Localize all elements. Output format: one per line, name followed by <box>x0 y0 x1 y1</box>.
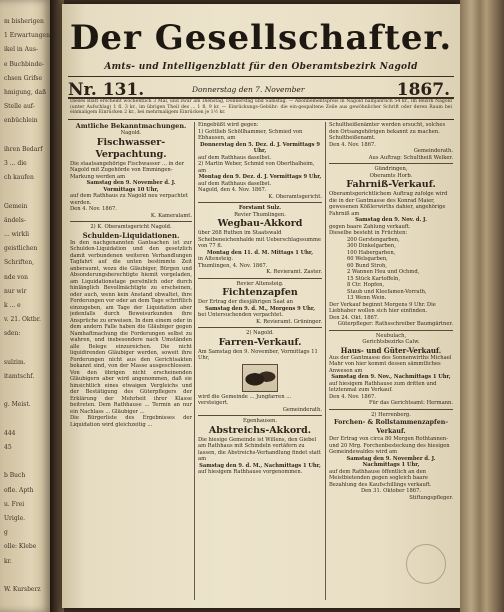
article-text: Die Bürgerliste des Ergebnisses der Liquidation wird gleichzeitig ... <box>70 415 192 428</box>
article-text: Aus der Gantmasse des Sonnenwirths Michael Mahr von hier kommt dessen sämmtliches Anwesen am <box>329 354 452 374</box>
article-text: auf dem Rathhaus zu Nagold neu verpachtet werden. <box>70 193 188 206</box>
headline-forchen: Forchen- & Rollstammenzapfen-Verkauf. <box>334 419 448 435</box>
subscription-notice: Dieses Blatt erscheint wöchentlich 3 Mal, und zwar am Dienstag, Donnerstag und Samstag. — Abonnementspreis in Nagold halbjährlich 54 kr., im Bezirk Nagold (unter Aufschlag) 1 fl. 3 kr., im übrigen Theil des ... 1 fl. 9 kr. — Einrückungs-Gebühr: die ein-gespaltene Zeile aus gewöhnlicher Schrift oder deren Raum bei einmaligem Einrücken 2 kr., bei mehrmaligem Einrücken je 1½ kr. <box>70 99 452 116</box>
article-signature: Aus Auftrag: Schultheiß Welker. <box>368 154 453 161</box>
headline-schulden: Schulden-Liquidationen. <box>82 230 180 240</box>
article-signature-date: Thumlingen, 4. Nov. 1867. <box>198 262 268 269</box>
headline-fahrnis: Fahrniß-Verkauf. <box>346 179 436 190</box>
issue-date: Donnerstag den 7. November <box>192 85 305 94</box>
left-page-text-fragment: sden: <box>4 330 21 338</box>
left-page-text-fragment: ch kaufen <box>4 174 34 182</box>
left-page-text-fragment: nde von <box>4 273 29 281</box>
article-text: auf dem Rathhause öffentlich an den Meistbietenden gegen sogleich baare Bezahlung des Kaufschillings verkauft. <box>329 468 432 488</box>
place-label: Nagold. <box>120 130 142 136</box>
left-page-text-fragment: geistlichen <box>4 245 38 253</box>
list-item: 8 Ctr. Hopfen, <box>347 282 385 288</box>
article-signature: Gemeinderath. <box>282 406 322 413</box>
newspaper-page <box>62 4 460 608</box>
issue-number: Nr. 131. <box>68 80 145 100</box>
column-1 <box>70 122 192 602</box>
left-page-text-fragment: 3 ... die <box>4 160 27 167</box>
left-page-text-fragment: Schriften, <box>4 259 35 267</box>
article-text: über 268 Ruthen im Staatswald Scheibeneichenhalde mit Ueberschlagssumme von 77 fl. <box>198 230 321 249</box>
place-sublabel: Oberamts Horb. <box>369 172 413 179</box>
divider <box>198 415 322 416</box>
article-text: wird die Gemeinde ... Jungfarren ... versteigert. <box>198 393 292 406</box>
left-page-text-fragment: ändels- <box>4 216 26 224</box>
article-text: Der Ertrag der diesjährigen Saat an <box>198 299 293 305</box>
list-item: 100 Habergarben, <box>347 249 396 256</box>
article-text: Schultheißenämter werden ersucht, solches den Ortsangehörigen bekannt zu machen. Schultheißenamt. <box>329 122 446 141</box>
divider <box>329 330 453 331</box>
article-signature: K. Revieramt. Grüninger. <box>256 318 322 325</box>
left-page-text-fragment: v. 21. Oktbr. <box>4 316 41 324</box>
left-page-text-fragment: sulzim. <box>4 358 26 366</box>
left-page-text-fragment: g. Meist. <box>4 401 31 409</box>
rule-top <box>68 76 454 77</box>
left-page-text-fragment: u. Frei <box>4 500 25 508</box>
left-page-text-fragment: hmigung, daß <box>4 89 47 96</box>
divider <box>329 409 453 410</box>
left-page-text-fragment: k ... e <box>4 302 21 309</box>
article-date: Samstag den 9. Nov., Nachmittags 1 Uhr, <box>331 374 451 380</box>
issue-year: 1867. <box>396 80 450 100</box>
article-text: Der Ertrag von circa 80 Morgen Rothtannen- und 20 Mrg. Forchenbesteckung des hiesigen Gemeindewaldes wird am <box>329 436 450 455</box>
left-page-text-fragment: Urigle. <box>4 515 26 522</box>
article-signature-date: Den 4. Nov. 1867. <box>329 393 376 400</box>
left-page-text-fragment: Stelle auf- <box>4 103 35 111</box>
list-item: Montag den 9. Dez. d. J. Vormittags 9 Uhr, <box>198 174 322 180</box>
article-text: auf hiesigem Rathhause vorgenommen. <box>198 469 303 475</box>
article-date: Samstag den 9. November d. J. Nachmittags 1 Uhr, <box>346 455 436 468</box>
list-item: auf dem Rathhaus daselbst. <box>198 154 272 161</box>
left-page-text-fragment: 1 Erwartungen <box>4 32 50 40</box>
article-text: Die staatsangehörige Fischwasser ... in der Nagold mit Zugehörde von Emmingen-Markung werden am <box>70 160 185 180</box>
article-date: Samstag den 9. November d. J. Vormittags 10 Uhr, <box>86 180 176 193</box>
left-page-text-fragment: itamtschf. <box>4 373 35 380</box>
list-item: 13 Wenn Wein. <box>347 295 387 301</box>
list-item: 1) Gottlieb Schöllhammer, Schmied von Ebhausen, am <box>198 128 303 141</box>
column-3 <box>329 122 453 602</box>
article-signature-date: Den 4. Nov. 1867. <box>329 141 376 148</box>
article-signature-date: Den 4. Nov. 1867. <box>70 206 117 212</box>
headline-fichtenzapfen: Fichtenzapfen <box>222 287 298 298</box>
article-text: Die hiesige Gemeinde ist Willens, den Giebel am Rathhaus mit Schindeln vertäfern zu lassen, die Abstreichs-Verhandlung findet statt am <box>198 436 321 462</box>
article-text: auf hiesigem Rathhause zum dritten und letztenmal zum Verkauf. <box>329 380 437 393</box>
left-page-text-fragment: 45 <box>4 444 12 451</box>
headline-farren: Farren-Verkauf. <box>218 336 302 348</box>
rule-below-notice <box>68 119 454 120</box>
article-text: bei Untersuchenden verpachtet. <box>198 312 284 318</box>
list-item: 15 Stück Kartoffeln, <box>347 275 400 282</box>
article-signature: Gemeinderath. <box>413 148 453 154</box>
article-signature-date: Den 31. Oktober 1867. <box>360 488 422 494</box>
list-item: auf dem Rathhaus daselbst. <box>198 180 272 187</box>
masthead-title: Der Gesellschafter. <box>69 18 453 58</box>
left-page-text-fragment: ofle. Apth <box>4 486 34 494</box>
list-item: 300 Dinkelgarben, <box>347 243 396 249</box>
left-page-text-fragment: b Buch <box>4 472 26 480</box>
left-page-text-fragment: W. Kursberz <box>4 586 41 593</box>
article-signature: Stiftungspfleger. <box>409 494 453 501</box>
place-sublabel: Revier Thumlingen. <box>234 211 286 218</box>
place-sublabel: Gerichtsbezirks Calw. <box>362 339 420 345</box>
bull-woodcut-image <box>242 364 278 392</box>
list-item: 2 Wannen Heu und Ochmd, <box>347 269 420 275</box>
article-text: Oberamtsgerichtlichem Auftrag zufolge wird die in der Gantmasse des Konrad Maier, gewesenen Kößlerwirths dahier, angehörige Fahrniß am <box>329 191 448 217</box>
article-signature: Für das Gerichtsamt: Hermann. <box>368 400 453 406</box>
left-page-text-fragment: kr. <box>4 557 12 565</box>
article-date: Samstag den 9. d. M., Morgens 9 Uhr, <box>204 305 316 312</box>
list-item: gegen baare Zahlung verkauft. <box>329 223 411 230</box>
divider <box>198 202 322 203</box>
headline-fischwasser: Fischwasser-Verpachtung. <box>95 136 167 160</box>
place-label: Egenhausen. <box>242 418 277 424</box>
divider <box>329 163 453 164</box>
left-page-text-fragment: ihren Bedarf <box>4 145 43 153</box>
left-page-text-fragment: Gemein <box>4 202 28 210</box>
list-item: Staub und Kleefamen-Vorrath, <box>347 288 427 295</box>
article-signature: K. Kameralamt. <box>150 212 192 219</box>
left-page-text-fragment: nur wir <box>4 287 27 295</box>
place-label: Neubulach, <box>375 332 407 339</box>
book-page-edges <box>460 0 504 612</box>
list-item: 200 Gerstengarben, <box>347 236 400 243</box>
list-item: Donnerstag den 5. Dez. d. J. Vormittags 9 Uhr, <box>200 141 320 154</box>
headline-abstreich: Abstreichs-Akkord. <box>208 424 312 436</box>
list-item: Eingebüßt wird gegen: <box>198 122 259 128</box>
article-text: in Altensteig. <box>198 256 233 262</box>
place-label: 2) Herrenberg. <box>371 411 411 418</box>
article-text: Der Verkauf beginnt Morgens 9 Uhr. Die Liebhaber wollen sich hier einfinden. <box>329 301 436 314</box>
section-heading: Amtliche Bekanntmachungen. <box>75 122 187 130</box>
left-page-text-fragment: g <box>4 529 8 537</box>
place-label: Forstamt Sulz. <box>238 205 282 211</box>
place-label: Revier Altensteig. <box>236 280 284 287</box>
article-text: Am Samstag den 9. November, Vormittags 11 Uhr, <box>198 348 318 361</box>
article-signature-date: Den 24. Okt. 1867. <box>329 314 379 321</box>
left-page-text-fragment: olle: Klebe <box>4 543 37 551</box>
divider <box>198 278 322 279</box>
list-item: Dieselbe besteht in Früchten: <box>329 230 408 236</box>
list-item: 60 Welsgarben, <box>347 256 388 262</box>
masthead-subtitle: Amts- und Intelligenzblatt für den Oberamtsbezirk Nagold <box>104 62 418 72</box>
left-page-text-fragment: ikel in Aus- <box>4 46 38 54</box>
list-item: Nagold, den 4. Nov. 1867. <box>198 187 267 193</box>
left-page-text-fragment: 444 <box>4 429 16 437</box>
column-rule <box>194 122 195 600</box>
article-signature: Güterpfleger: Rathsschreiber Baumgärtner. <box>337 321 453 327</box>
divider <box>70 221 192 222</box>
article-text: In den nachgenannten Gantsachen ist zur Schulden-Liquidation und den gesetzlich damit verbundenen weiteren Verhandlungen Tagfahrt auf die unten bestimmte Zeit anberaumt, wozu die Gläubiger, Bürgen und Absonderungsberechtigte hiemit vorgeladen, am Liquidationstage persönlich oder durch hinlänglich Bevollmächtigte zu erscheinen, oder auch, wenn kein Anstand obwaltet, ihre Forderungen vor oder an dem Tage schriftlich einzugeben, am Tage der Liquidation aber jedenfalls durch Beweisurkunden ihre Ansprüche zu erweisen. In dem einem oder in dem andern Falle haben die Gläubiger gegen Namhaftmachung die Forderungen selbst zu wahren, und insbesondere nach Umständen alle Belege einzureichen. Die nicht liquidirenden Gläubiger werden, soweit ihre Forderungen nicht aus den Gerichtsakten bekannt sind, von der Masse ausgeschlossen. Von den übrigen nicht erscheinenden Gläubigern aber wird angenommen, daß sie hinsichtlich eines etwaigen Vergleichs und der Bestätigung des Güterpflegers der Erklärung der Mehrheit ihrer Klasse beitreten. Dem Rathhause ... Termin an nur ein Nachlass ... Gläubiger ... <box>70 239 192 415</box>
left-page-text-fragment: ... wirkli <box>4 231 30 238</box>
left-page-fragment <box>0 0 52 612</box>
article-date: Montag den 11. d. M. Mittags 1 Uhr, <box>206 249 314 256</box>
place-label: Gündringen, <box>374 166 408 172</box>
article-date: Samstag den 9. d. M., Nachmittags 1 Uhr, <box>199 462 321 469</box>
left-page-text-fragment: m bisherigen <box>4 18 44 25</box>
left-page-text-fragment: enbüchlein <box>4 117 38 125</box>
place-label: 2) Nagold. <box>246 330 274 336</box>
library-stamp <box>406 544 446 584</box>
divider <box>198 327 322 328</box>
headline-haus-gueter: Haus- und Güter-Verkauf. <box>340 345 442 355</box>
left-page-text-fragment: e Buchbinde- <box>4 60 44 68</box>
list-item: 60 Bund Stroh, <box>347 262 387 269</box>
list-item: K. Oberamtsgericht. <box>268 193 322 200</box>
column-rule <box>325 122 326 600</box>
headline-wegbau: Wegbau-Akkord <box>217 218 303 229</box>
article-signature: K. Revieramt. Zaster. <box>266 269 322 275</box>
left-page-text-fragment: chsen Grifse <box>4 74 43 82</box>
column-2 <box>198 122 322 602</box>
article-date: Samstag den 9. Nov. d. J. <box>355 217 427 223</box>
list-item: 2) Martin Weber, Schmid von Oberthalheim, am <box>198 161 315 174</box>
place-label: 2) K. Oberamtsgericht Nagold. <box>90 224 172 230</box>
